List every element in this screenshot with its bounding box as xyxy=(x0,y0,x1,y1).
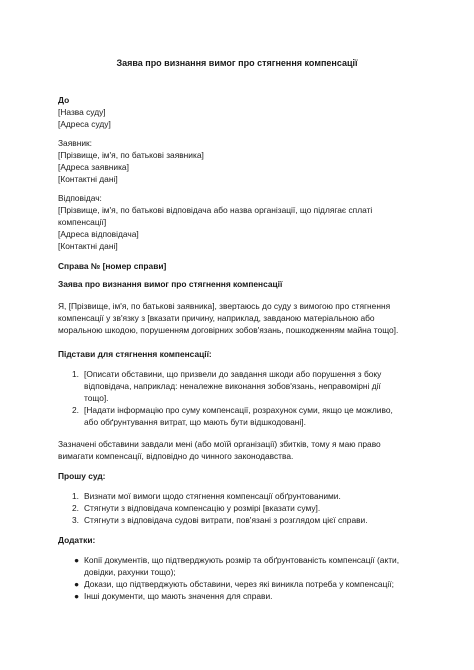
intro-paragraph xyxy=(58,300,420,336)
list-item-line: Інші документи, що мають значення для справи. xyxy=(84,591,273,601)
list-item-line: або обґрунтування витрат, що мають бути відшкодовані]. xyxy=(84,417,306,427)
list-item xyxy=(58,490,420,502)
respondent-block xyxy=(58,192,420,252)
applicant-name: [Прізвище, ім'я, по батькові заявника] xyxy=(58,150,204,160)
applicant-label: Заявник: xyxy=(58,138,92,148)
list-item xyxy=(58,578,420,590)
list-number: 2. xyxy=(72,405,79,415)
bullet-icon: ● xyxy=(74,555,80,565)
list-item xyxy=(58,554,420,578)
list-item-line: Визнати мої вимоги щодо стягнення компенсації обґрунтованими. xyxy=(84,491,341,501)
list-item xyxy=(58,590,420,602)
list-number: 1. xyxy=(72,491,79,501)
list-item-line: [Надати інформацію про суму компенсації, розрахунок суми, якщо це можливо, xyxy=(84,405,393,415)
list-item-line: Стягнути з відповідача компенсацію у розмірі [вказати суму]. xyxy=(84,503,321,513)
bullet-icon: ● xyxy=(74,579,80,589)
list-item xyxy=(58,514,420,526)
list-item xyxy=(58,368,420,404)
court-name: [Назва суду] xyxy=(58,107,106,117)
list-item-line: довідки, рахунки тощо); xyxy=(84,567,176,577)
document-title: Заява про визнання вимог про стягнення компенсації xyxy=(116,58,358,68)
summary-line: Зазначені обставини завдали мені (або моїй організації) збитків, тому я маю право xyxy=(58,439,381,449)
court-address: [Адреса суду] xyxy=(58,119,111,129)
applicant-block xyxy=(58,137,420,185)
list-number: 1. xyxy=(72,369,79,379)
grounds-heading: Підстави для стягнення компенсації: xyxy=(58,349,212,359)
list-item-line: відповідача, наприклад: неналежне виконання зобов'язань, неправомірні дії xyxy=(84,381,381,391)
subject-heading: Заява про визнання вимог про стягнення компенсації xyxy=(58,279,283,289)
list-item-line: тощо]. xyxy=(84,393,109,403)
list-item-line: [Описати обставини, що призвели до завдання шкоди або порушення з боку xyxy=(84,369,382,379)
to-label: До xyxy=(58,95,70,105)
list-item-line: Стягнути з відповідача судові витрати, пов'язані з розглядом цієї справи. xyxy=(84,515,368,525)
grounds-list xyxy=(58,368,420,428)
list-number: 3. xyxy=(72,515,79,525)
respondent-contacts: [Контактні дані] xyxy=(58,241,118,251)
summary-line: вимагати компенсації, відповідно до чинного законодавства. xyxy=(58,451,294,461)
list-item xyxy=(58,404,420,428)
bullet-icon: ● xyxy=(74,591,80,601)
respondent-address: [Адреса відповідача] xyxy=(58,229,139,239)
attachments-heading: Додатки: xyxy=(58,535,96,545)
intro-line: моральною шкодою, порушенням договірних зобов'язань, пошкодженням майна тощо]. xyxy=(58,325,399,335)
list-item-line: Копії документів, що підтверджують розмір та обґрунтованість компенсації (акти, xyxy=(84,555,400,565)
respondent-label: Відповідач: xyxy=(58,193,102,203)
request-heading: Прошу суд: xyxy=(58,471,106,481)
request-list xyxy=(58,490,420,526)
list-number: 2. xyxy=(72,503,79,513)
case-number: Справа № [номер справи] xyxy=(58,261,167,271)
list-item xyxy=(58,502,420,514)
respondent-name-line-2: компенсації] xyxy=(58,217,107,227)
addressee-block xyxy=(58,94,420,130)
respondent-name-line-1: [Прізвище, ім'я, по батькові відповідача або назва організації, що підлягає сплаті xyxy=(58,205,373,215)
attachments-list xyxy=(58,554,420,602)
intro-line: Я, [Прізвище, ім'я, по батькові заявника], звертаюсь до суду з вимогою про стягнення xyxy=(58,301,391,311)
summary-paragraph xyxy=(58,438,420,462)
list-item-line: Докази, що підтверджують обставини, через які виникла потреба у компенсації; xyxy=(84,579,394,589)
applicant-contacts: [Контактні дані] xyxy=(58,174,118,184)
intro-line: компенсації у зв'язку з [вказати причину, наприклад, завданою матеріальною або xyxy=(58,313,375,323)
applicant-address: [Адреса заявника] xyxy=(58,162,129,172)
